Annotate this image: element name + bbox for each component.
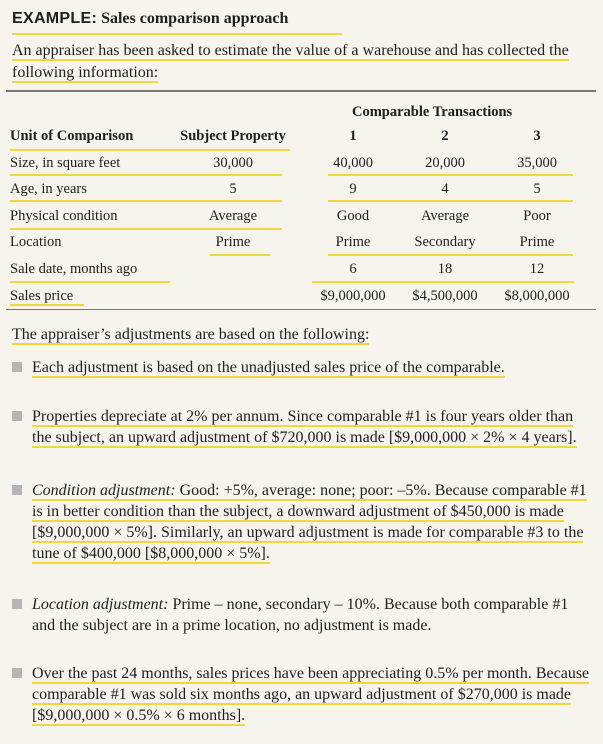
example-keyword: EXAMPLE: — [12, 10, 98, 27]
row-highlight — [328, 254, 573, 256]
cell-age-subject: 5 — [229, 181, 237, 197]
cell-location-subject: Prime — [215, 234, 251, 250]
bullet-square-icon — [12, 668, 22, 678]
cell-size-comp-2: 20,000 — [425, 155, 465, 171]
col-header-comp-3: 3 — [533, 128, 541, 144]
row-label-location: Location — [10, 234, 62, 250]
header-highlight — [10, 149, 290, 151]
adjustments-intro: The appraiser’s adjustments are based on the following: — [12, 326, 370, 343]
bullet-square-icon — [12, 362, 22, 372]
cell-price-comp-3: $8,000,000 — [504, 288, 570, 304]
row-highlight — [328, 174, 573, 176]
row-highlight — [312, 281, 574, 283]
bullet-square-icon — [12, 411, 22, 421]
row-label-size: Size, in square feet — [10, 155, 121, 171]
list-item: Each adjustment is based on the unadjusted sales price of the comparable. — [12, 357, 592, 378]
title-highlight — [12, 33, 342, 35]
cell-location-comp-2: Secondary — [414, 234, 476, 250]
row-highlight — [10, 281, 170, 283]
row-highlight — [10, 174, 282, 176]
cell-condition-comp-3: Poor — [523, 208, 551, 224]
row-label-condition: Physical condition — [10, 208, 118, 224]
table-top-rule — [6, 90, 596, 92]
list-item: Over the past 24 months, sales prices have been appreciating 0.5% per month. Because comparable #1 was sold six months ago, an upward adjustment of $270,000 is made [$9,000,000 × 0.5% × 6 months]. — [12, 663, 592, 726]
cell-sale-date-comp-2: 18 — [437, 261, 453, 277]
table-bottom-rule — [6, 309, 596, 310]
example-title: Sales comparison approach — [101, 10, 289, 27]
cell-condition-comp-2: Average — [420, 208, 470, 224]
cell-location-comp-1: Prime — [335, 234, 371, 250]
cell-price-comp-1: $9,000,000 — [320, 288, 386, 304]
bullet-square-icon — [12, 485, 22, 495]
example-heading — [12, 10, 288, 28]
row-highlight — [10, 200, 282, 202]
cell-age-comp-2: 4 — [441, 181, 449, 197]
col-header-comp-1: 1 — [349, 128, 357, 144]
cell-price-comp-2: $4,500,000 — [412, 288, 478, 304]
cell-age-comp-1: 9 — [349, 181, 357, 197]
cell-age-comp-3: 5 — [533, 181, 541, 197]
row-label-sale-date: Sale date, months ago — [10, 261, 138, 277]
list-item: Properties depreciate at 2% per annum. Since comparable #1 is four years older than the subject, an upward adjustment of $720,000 is made [$9,000,000 × 2% × 4 years]. — [12, 406, 592, 448]
cell-location-comp-3: Prime — [519, 234, 555, 250]
row-highlight — [210, 254, 270, 256]
cell-size-comp-3: 35,000 — [517, 155, 557, 171]
row-highlight — [328, 200, 573, 202]
row-highlight — [10, 228, 282, 230]
comparable-transactions-header: Comparable Transactions — [352, 104, 513, 120]
col-header-comp-2: 2 — [441, 128, 449, 144]
row-highlight — [10, 304, 84, 306]
col-header-unit: Unit of Comparison — [10, 128, 134, 144]
col-header-subject: Subject Property — [180, 128, 286, 144]
cell-condition-subject: Average — [208, 208, 258, 224]
row-label-age: Age, in years — [10, 181, 87, 197]
cell-sale-date-comp-3: 12 — [529, 261, 545, 277]
cell-size-subject: 30,000 — [213, 155, 253, 171]
list-item: Location adjustment: Prime – none, secondary – 10%. Because both comparable #1 and the subject are in a prime location, no adjustment is made. — [12, 594, 592, 636]
cell-sale-date-comp-1: 6 — [349, 261, 357, 277]
bullet-square-icon — [12, 599, 22, 609]
intro-text: An appraiser has been asked to estimate the value of a warehouse and has collected the following information: — [12, 42, 569, 81]
list-item: Condition adjustment: Good: +5%, average: none; poor: –5%. Because comparable #1 is in better condition than the subject, a downward adjustment of $450,000 is made [$9,000,000 × 5%]. Similarly, an upward adjustment is made for comparable #3 to the tune of $400,000 [$8,000,000 × 5%]. — [12, 480, 592, 564]
cell-size-comp-1: 40,000 — [333, 155, 373, 171]
cell-condition-comp-1: Good — [336, 208, 370, 224]
row-label-sales-price: Sales price — [10, 288, 74, 304]
